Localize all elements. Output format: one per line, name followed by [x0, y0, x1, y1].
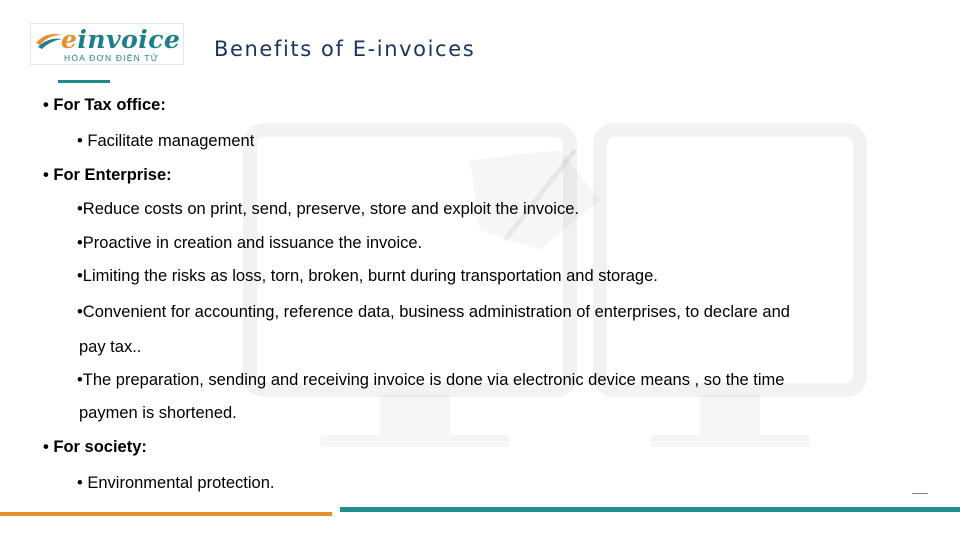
swoosh-icon — [34, 29, 64, 51]
enterprise-item-limiting-risks: •Limiting the risks as loss, torn, broken, burnt during transportation and storage. — [77, 267, 658, 285]
enterprise-item-convenient-cont: pay tax.. — [79, 338, 142, 356]
tax-office-heading: • For Tax office: — [43, 96, 166, 114]
enterprise-heading: • For Enterprise: — [43, 166, 172, 184]
slide-title: Benefits of E-invoices — [214, 37, 476, 61]
logo-wordmark — [61, 25, 180, 55]
enterprise-item-preparation: •The preparation, sending and receiving invoice is done via electronic device means , so the time — [77, 371, 785, 389]
enterprise-item-preparation-cont: paymen is shortened. — [79, 404, 237, 422]
society-heading: • For society: — [43, 438, 147, 456]
footer-bar-orange — [0, 512, 332, 516]
enterprise-item-proactive: •Proactive in creation and issuance the invoice. — [77, 234, 423, 252]
logo-e: e — [61, 25, 78, 54]
logo-subtitle: HÓA ĐƠN ĐIỆN TỬ — [64, 53, 160, 63]
logo-underline — [58, 80, 110, 83]
footer-bar-teal — [340, 507, 960, 512]
tax-office-item: • Facilitate management — [77, 132, 255, 150]
logo-word-rest: invoice — [77, 25, 181, 54]
enterprise-item-convenient: •Convenient for accounting, reference data, business administration of enterprises, to declare and — [77, 303, 790, 321]
society-item: • Environmental protection. — [77, 474, 275, 492]
corner-mark — [912, 493, 928, 494]
einvoice-logo — [30, 23, 184, 65]
enterprise-item-reduce-costs: •Reduce costs on print, send, preserve, store and exploit the invoice. — [77, 200, 579, 218]
